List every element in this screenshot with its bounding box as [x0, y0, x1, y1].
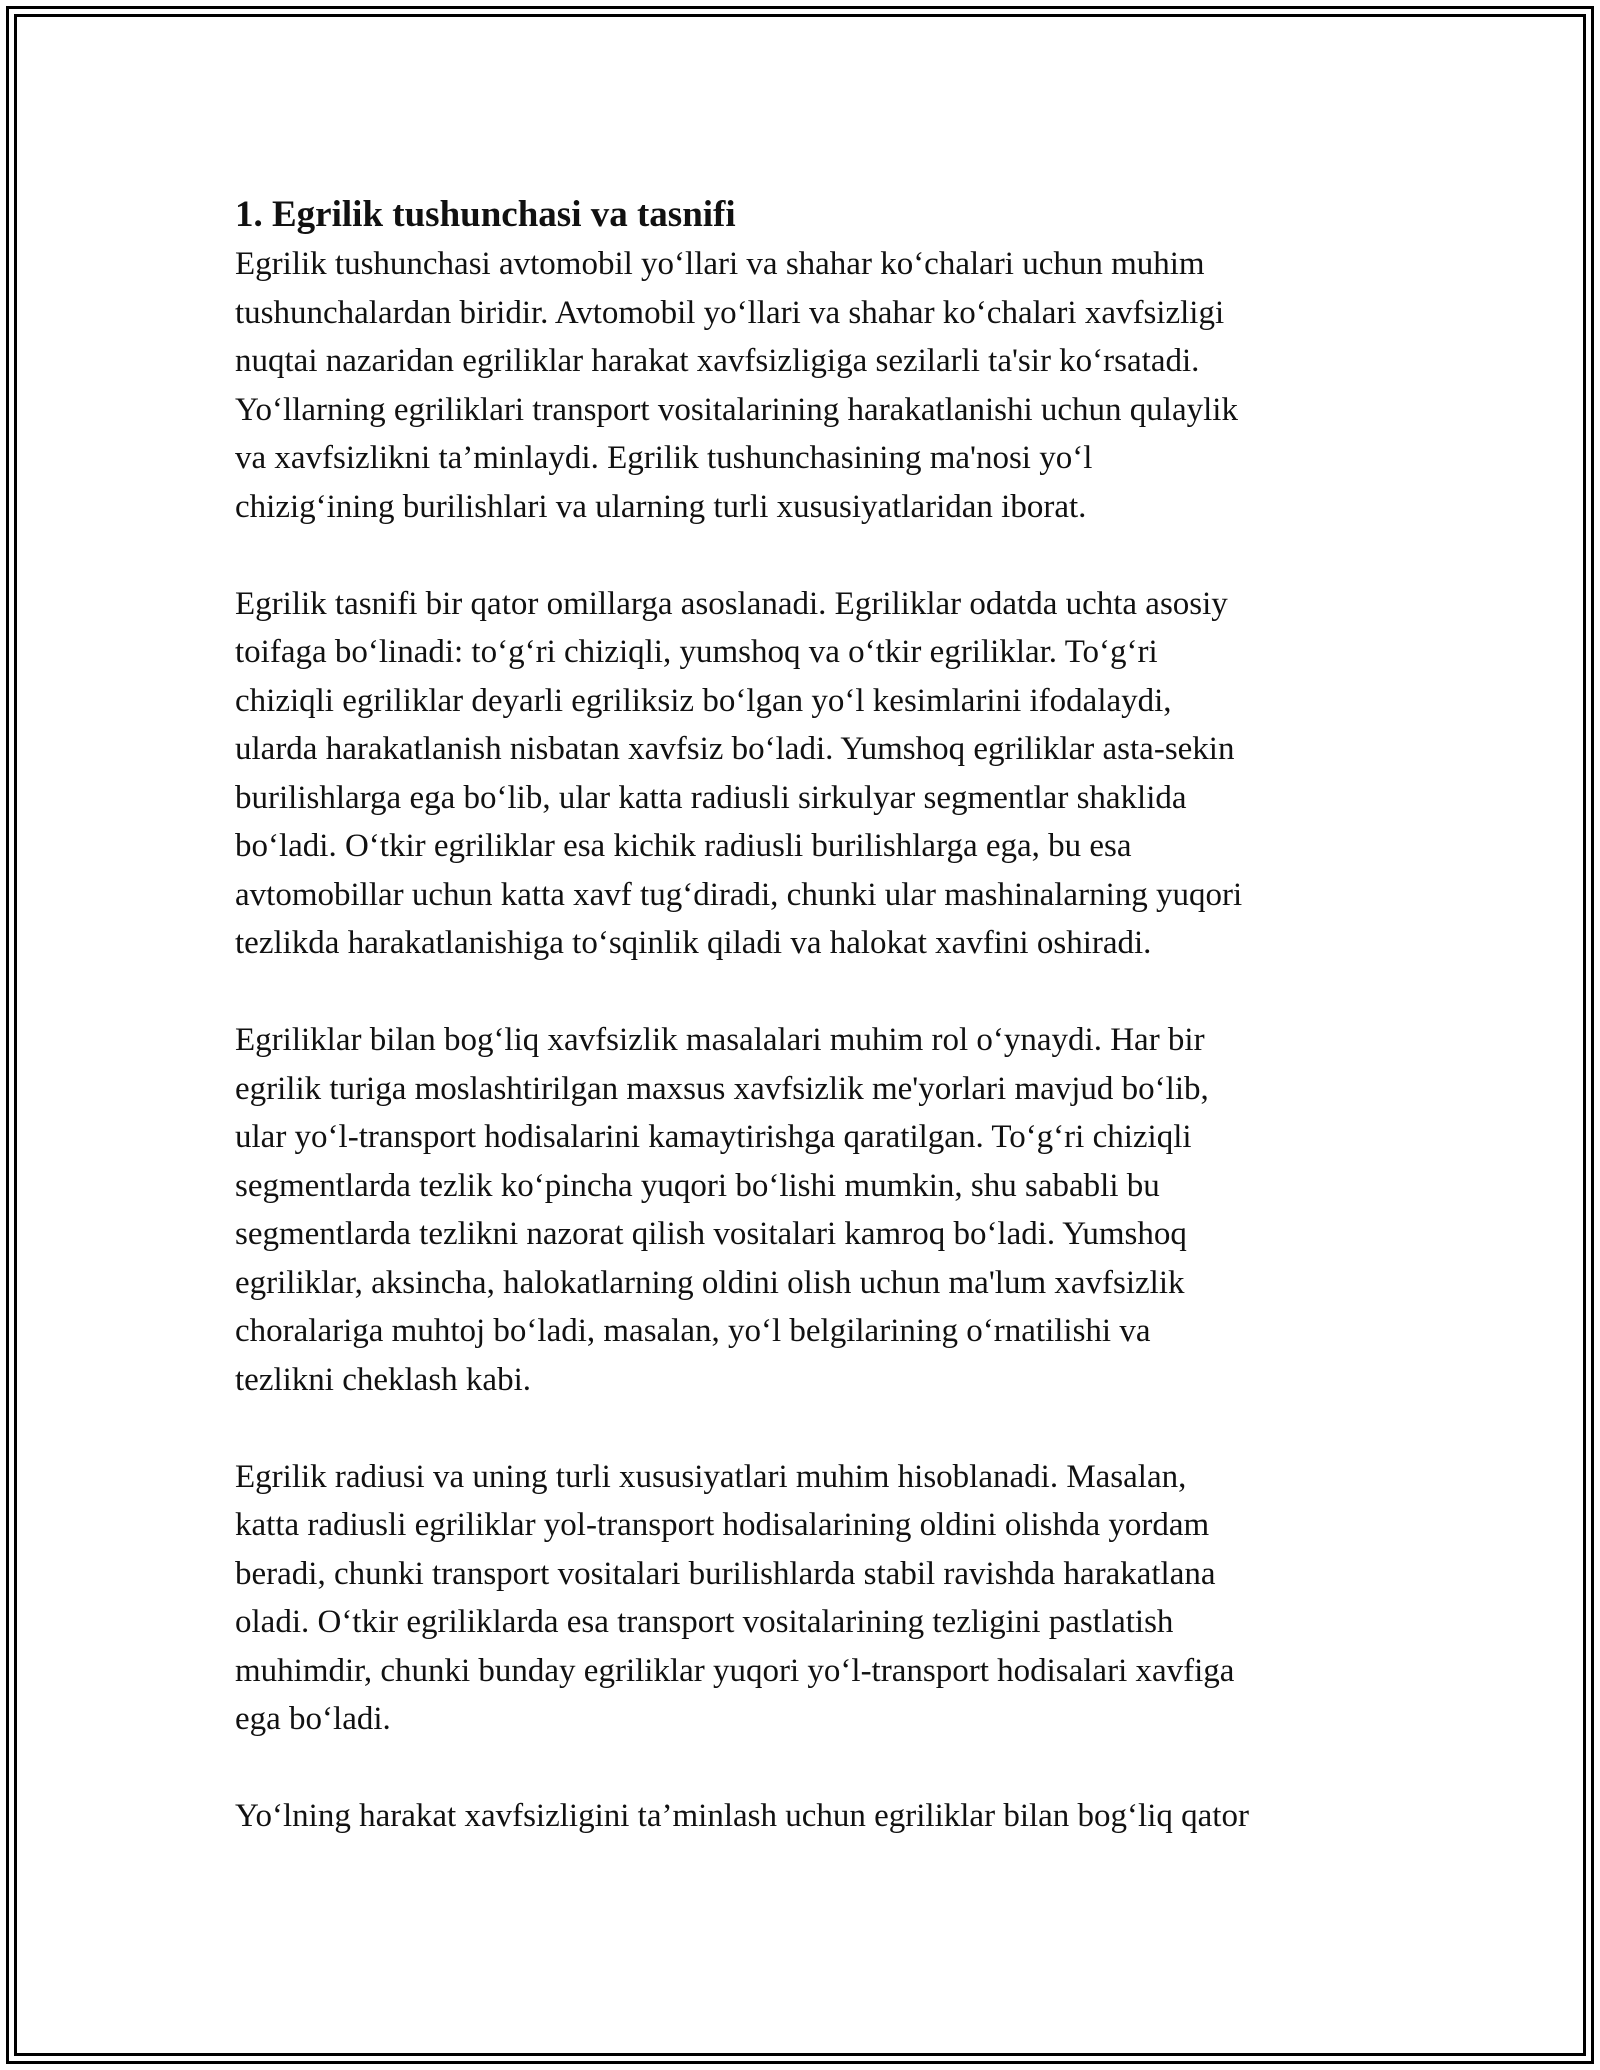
- paragraph-3: [235, 1016, 1385, 1404]
- text-line: tushunchalardan biridir. Avtomobil yo‘llari va shahar ko‘chalari xavfsizligi: [235, 294, 1225, 331]
- paragraph-list: [235, 240, 1385, 1841]
- paragraph-1: [235, 240, 1385, 531]
- text-line: egrilik turiga moslashtirilgan maxsus xavfsizlik me'yorlari mavjud bo‘lib,: [235, 1070, 1209, 1107]
- text-line: ular yo‘l-transport hodisalarini kamaytirishga qaratilgan. To‘g‘ri chiziqli: [235, 1119, 1192, 1155]
- section-heading: 1. Egrilik tushunchasi va tasnifi: [235, 194, 736, 235]
- text-line: bo‘ladi. O‘tkir egriliklar esa kichik radiusli burilishlarga ega, bu esa: [235, 828, 1132, 864]
- text-line: Egrilik radiusi va uning turli xususiyatlari muhim hisoblanadi. Masalan,: [235, 1458, 1187, 1495]
- text-line: chizig‘ining burilishlari va ularning turli xususiyatlaridan iborat.: [235, 488, 1087, 525]
- paragraph-4: [235, 1453, 1385, 1744]
- text-line: tezlikni cheklash kabi.: [235, 1361, 531, 1398]
- text-line: Yo‘llarning egriliklari transport vositalarining harakatlanishi uchun qulaylik: [235, 391, 1238, 428]
- text-line: chiziqli egriliklar deyarli egriliksiz bo‘lgan yo‘l kesimlarini ifodalaydi,: [235, 682, 1172, 719]
- text-line: ularda harakatlanish nisbatan xavfsiz bo‘ladi. Yumshoq egriliklar asta-sekin: [235, 731, 1235, 767]
- paragraph-5: [235, 1792, 1385, 1841]
- text-line: egriliklar, aksincha, halokatlarning oldini olish uchun ma'lum xavfsizlik: [235, 1264, 1185, 1301]
- text-line: Yo‘lning harakat xavfsizligini ta’minlash uchun egriliklar bilan bog‘liq qator: [235, 1798, 1249, 1834]
- text-line: beradi, chunki transport vositalari burilishlarda stabil ravishda harakatlana: [235, 1555, 1216, 1592]
- text-line: Egrilik tasnifi bir qator omillarga asoslanadi. Egriliklar odatda uchta asosiy: [235, 585, 1228, 622]
- text-line: choralariga muhtoj bo‘ladi, masalan, yo‘l belgilarining o‘rnatilishi va: [235, 1313, 1151, 1349]
- text-line: segmentlarda tezlikni nazorat qilish vositalari kamroq bo‘ladi. Yumshoq: [235, 1216, 1187, 1252]
- text-line: va xavfsizlikni ta’minlaydi. Egrilik tushunchasining ma'nosi yo‘l: [235, 440, 1093, 476]
- text-line: burilishlarga ega bo‘lib, ular katta radiusli sirkulyar segmentlar shaklida: [235, 779, 1187, 816]
- text-line: avtomobillar uchun katta xavf tug‘diradi, chunki ular mashinalarning yuqori: [235, 876, 1243, 913]
- paragraph-2: [235, 580, 1385, 968]
- text-line: Egrilik tushunchasi avtomobil yo‘llari va shahar ko‘chalari uchun muhim: [235, 246, 1205, 282]
- text-line: segmentlarda tezlik ko‘pincha yuqori bo‘lishi mumkin, shu sababli bu: [235, 1167, 1160, 1204]
- text-line: nuqtai nazaridan egriliklar harakat xavfsizligiga sezilarli ta'sir ko‘rsatadi.: [235, 343, 1200, 379]
- text-line: Egriliklar bilan bog‘liq xavfsizlik masalalari muhim rol o‘ynaydi. Har bir: [235, 1022, 1205, 1058]
- text-line: oladi. O‘tkir egriliklarda esa transport vositalarining tezligini pastlatish: [235, 1604, 1174, 1640]
- text-line: tezlikda harakatlanishiga to‘sqinlik qiladi va halokat xavfini oshiradi.: [235, 925, 1152, 961]
- text-line: ega bo‘ladi.: [235, 1701, 391, 1737]
- text-line: katta radiusli egriliklar yol-transport hodisalarining oldini olishda yordam: [235, 1507, 1210, 1543]
- text-line: toifaga bo‘linadi: to‘g‘ri chiziqli, yumshoq va o‘tkir egriliklar. To‘g‘ri: [235, 634, 1158, 670]
- document-body: [235, 190, 1385, 1841]
- text-line: muhimdir, chunki bunday egriliklar yuqori yo‘l-transport hodisalari xavfiga: [235, 1652, 1235, 1689]
